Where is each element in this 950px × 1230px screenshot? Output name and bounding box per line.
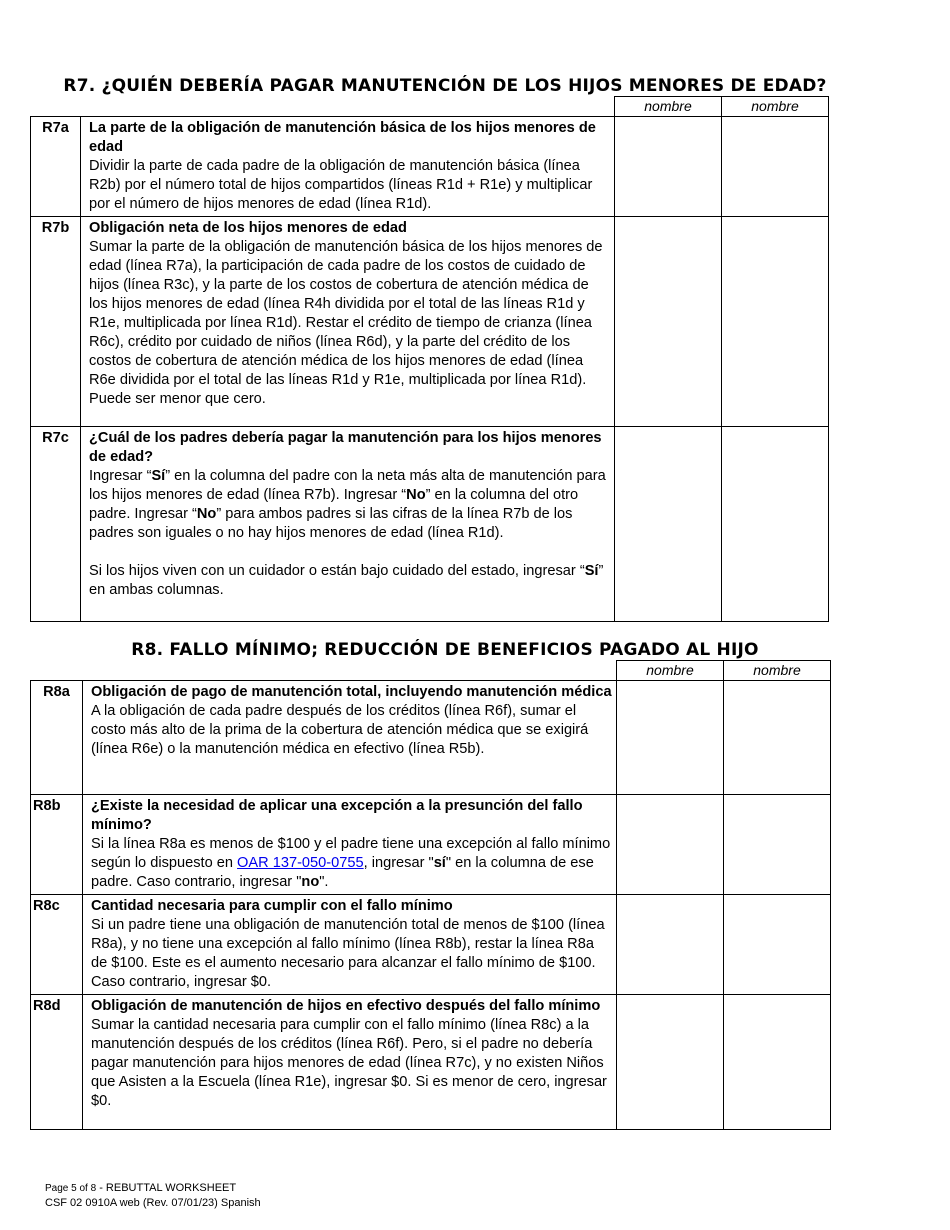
line-instructions: Si un padre tiene una obligación de manutención total de menos de $100 (línea R8a), y no tiene una excepción al fallo mínimo (línea R8b), restar la línea R8a de $100. Este es el aumento necesario para alcanzar el fallo mínimo de $100. Caso contrario, ingresar $0. [91, 917, 605, 990]
line-description [81, 427, 615, 622]
line-code: R8a [31, 681, 83, 795]
text-run: ” en la columna del padre con la neta más alta de manutención para los hijos menores de edad (línea R7b). Ingresar “ [89, 468, 606, 503]
text-run: Si los hijos viven con un cuidador o están bajo cuidado del estado, ingresar “ [89, 563, 585, 579]
line-instructions [91, 835, 612, 892]
table-row-r8d [31, 995, 831, 1130]
line-instructions: Dividir la parte de cada padre de la obligación de manutención básica (línea R2b) por el número total de hijos compartidos (líneas R1d + R1e) y multiplicar por el número de hijos menores de edad (línea R1d). [89, 158, 593, 212]
line-title: ¿Cuál de los padres debería pagar la manutención para los hijos menores de edad? [89, 430, 602, 465]
line-description [81, 117, 615, 217]
table-row-r7c [31, 427, 829, 622]
input-cell-parent-1[interactable] [617, 681, 724, 795]
text-run: ". [319, 874, 329, 890]
text-run: Ingresar “ [89, 468, 152, 484]
input-cell-parent-1[interactable] [615, 427, 722, 622]
input-cell-parent-1[interactable] [615, 117, 722, 217]
column-header-parent-2: nombre [724, 661, 831, 681]
input-cell-parent-2[interactable] [724, 795, 831, 895]
line-instructions: Sumar la parte de la obligación de manutención básica de los hijos menores de edad (línea R7a), la participación de cada padre de los costos de cuidado de hijos (línea R3c), y la parte de los costos de cobertura de atención médica de los hijos menores de edad (línea R4h dividida por el total de las líneas R1d y R1e, multiplicada por línea R1d). Restar el crédito de tiempo de crianza (línea R6c), crédito por cuidado de niños (línea R6d), y la parte del crédito de los costos de cobertura de atención médica de los hijos menores de edad (línea R6e dividida por el total de las líneas R1d y R1e, multiplicada por línea R1d). Puede ser menor que cero. [89, 239, 603, 407]
text-run: , ingresar " [363, 855, 434, 871]
section-title-r8: R8. FALLO MÍNIMO; REDUCCIÓN DE BENEFICIOS PAGADO AL HIJO [131, 640, 759, 660]
bold-si: Sí [151, 468, 166, 484]
table-row-r8b [31, 795, 831, 895]
table-r8 [30, 660, 831, 1130]
input-cell-parent-2[interactable] [722, 217, 829, 427]
line-description [83, 681, 617, 795]
line-title: ¿Existe la necesidad de aplicar una excepción a la presunción del fallo mínimo? [91, 798, 583, 833]
table-row-r8c [31, 895, 831, 995]
footer-page-number: Page 5 of 8 [45, 1183, 97, 1194]
text-run: ” para ambos padres si las cifras de la línea R7b de los padres son iguales o no hay hijos menores de edad (línea R1d). [89, 506, 573, 541]
line-instructions-caregiver [89, 562, 610, 600]
table-row-r7b [31, 217, 829, 427]
input-cell-parent-1[interactable] [617, 895, 724, 995]
text-run: Si la línea R8a es menos de $100 y el padre tiene una excepción al fallo mínimo según lo dispuesto en [91, 836, 611, 871]
column-header-parent-1: nombre [615, 97, 722, 117]
footer-page-line [45, 1181, 261, 1196]
input-cell-parent-2[interactable] [724, 895, 831, 995]
line-title: Obligación neta de los hijos menores de edad [89, 220, 407, 236]
header-row [31, 97, 829, 117]
text-run: ” en ambas columnas. [89, 563, 604, 598]
line-title: Obligación de manutención de hijos en efectivo después del fallo mínimo [91, 998, 601, 1014]
input-cell-parent-1[interactable] [617, 795, 724, 895]
input-cell-parent-2[interactable] [724, 681, 831, 795]
section-title-r7: R7. ¿QUIÉN DEBERÍA PAGAR MANUTENCIÓN DE LOS HIJOS MENORES DE EDAD? [63, 76, 827, 96]
line-title: Obligación de pago de manutención total, incluyendo manutención médica [91, 684, 612, 700]
table-row-r8a [31, 681, 831, 795]
line-description [83, 895, 617, 995]
footer-form-id: CSF 02 0910A web (Rev. 07/01/23) Spanish [45, 1197, 261, 1209]
line-instructions: A la obligación de cada padre después de los créditos (línea R6f), sumar el costo más alto de la prima de la cobertura de atención médica que se exigirá (línea R6e) o la manutención médica en efectivo (línea R5b). [91, 703, 589, 757]
bold-no: No [196, 506, 217, 522]
line-code: R7a [31, 117, 81, 217]
line-code: R7b [31, 217, 81, 427]
column-header-parent-1: nombre [617, 661, 724, 681]
oar-rule-link[interactable]: OAR 137-050-0755 [237, 855, 364, 871]
line-code: R8c [31, 895, 83, 995]
bold-no: No [406, 487, 426, 503]
page-footer [45, 1181, 261, 1211]
header-row [31, 661, 831, 681]
text-run: ” en la columna del otro padre. Ingresar “ [89, 487, 579, 522]
input-cell-parent-1[interactable] [615, 217, 722, 427]
line-title: La parte de la obligación de manutención básica de los hijos menores de edad [89, 120, 596, 155]
line-code: R7c [31, 427, 81, 622]
line-description [83, 995, 617, 1130]
input-cell-parent-1[interactable] [617, 995, 724, 1130]
bold-no: no [301, 874, 320, 890]
line-instructions [89, 467, 610, 543]
table-r7 [30, 96, 829, 622]
input-cell-parent-2[interactable] [722, 117, 829, 217]
line-instructions: Sumar la cantidad necesaria para cumplir con el fallo mínimo (línea R8c) a la manutención después de los créditos (línea R6f). Pero, si el padre no debería pagar manutención para hijos menores de edad (línea R7c), y no existen Niños que Asisten a la Escuela (línea R1e), ingresar $0. Si es menor de cero, ingresar $0. [91, 1017, 607, 1109]
footer-doc-name: - REBUTTAL WORKSHEET [96, 1182, 237, 1194]
line-description [83, 795, 617, 895]
input-cell-parent-2[interactable] [722, 427, 829, 622]
bold-si: Sí [584, 563, 599, 579]
column-header-parent-2: nombre [722, 97, 829, 117]
table-row-r7a [31, 117, 829, 217]
text-run: " en la columna de ese padre. Caso contrario, ingresar " [91, 855, 594, 890]
bold-si: sí [433, 855, 446, 871]
line-code: R8b [31, 795, 83, 895]
line-code: R8d [31, 995, 83, 1130]
line-title: Cantidad necesaria para cumplir con el fallo mínimo [91, 898, 453, 914]
line-description [81, 217, 615, 427]
input-cell-parent-2[interactable] [724, 995, 831, 1130]
